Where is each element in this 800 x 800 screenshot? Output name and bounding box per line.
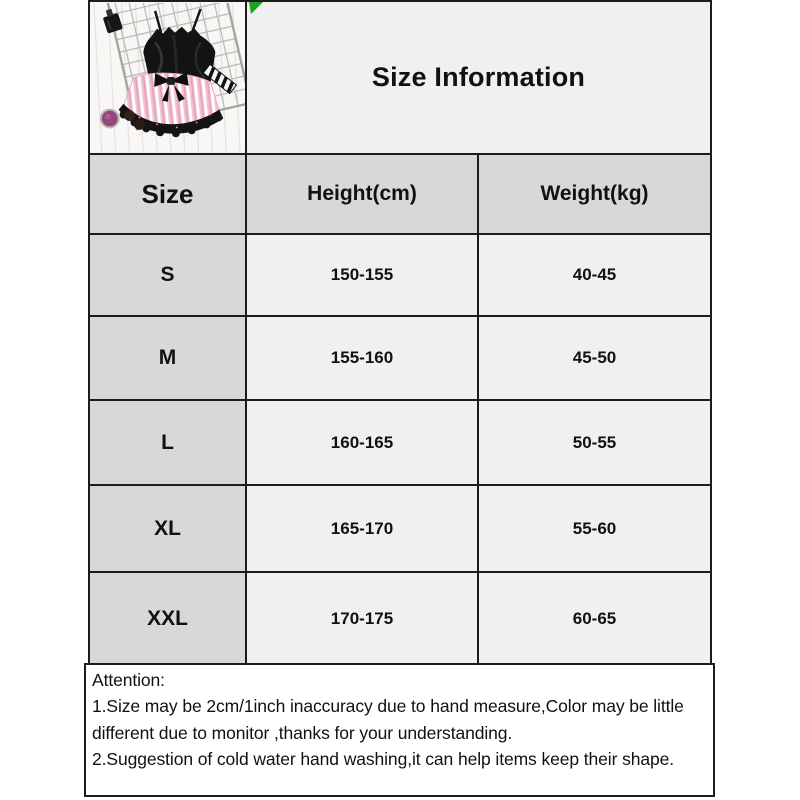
weight-value: 60-65 <box>478 572 711 666</box>
attention-note-box <box>84 663 715 797</box>
size-label: XL <box>89 485 246 572</box>
height-value: 170-175 <box>246 572 478 666</box>
size-label: XXL <box>89 572 246 666</box>
attention-note-1: 1.Size may be 2cm/1inch inaccuracy due to hand measure,Color may be little different due to monitor ,thanks for your understanding. <box>92 696 684 743</box>
table-row-xxl <box>89 572 711 666</box>
height-value: 165-170 <box>246 485 478 572</box>
green-corner-marker-icon <box>249 2 263 14</box>
product-image-cell <box>89 1 246 154</box>
weight-value: 55-60 <box>478 485 711 572</box>
makeup-compact <box>100 109 120 129</box>
col-header-size: Size <box>89 154 246 234</box>
height-value: 155-160 <box>246 316 478 400</box>
size-label: S <box>89 234 246 316</box>
product-photo <box>90 3 245 152</box>
col-header-height: Height(cm) <box>246 154 478 234</box>
round-prop <box>134 119 145 130</box>
round-prop <box>124 110 135 121</box>
height-value: 150-155 <box>246 234 478 316</box>
table-row-l <box>89 400 711 485</box>
height-value: 160-165 <box>246 400 478 485</box>
weight-value: 50-55 <box>478 400 711 485</box>
column-header-row <box>89 154 711 234</box>
table-row-xl <box>89 485 711 572</box>
attention-note-2: 2.Suggestion of cold water hand washing,it can help items keep their shape. <box>92 748 675 769</box>
weight-value: 45-50 <box>478 316 711 400</box>
title-cell <box>246 1 711 154</box>
attention-heading: Attention: <box>92 670 165 690</box>
table-row-m <box>89 316 711 400</box>
image-title-row <box>89 1 711 154</box>
size-information-table <box>88 0 712 667</box>
weight-value: 40-45 <box>478 234 711 316</box>
col-header-weight: Weight(kg) <box>478 154 711 234</box>
page-title: Size Information <box>371 62 586 92</box>
size-label: M <box>89 316 246 400</box>
size-label: L <box>89 400 246 485</box>
table-row-s <box>89 234 711 316</box>
